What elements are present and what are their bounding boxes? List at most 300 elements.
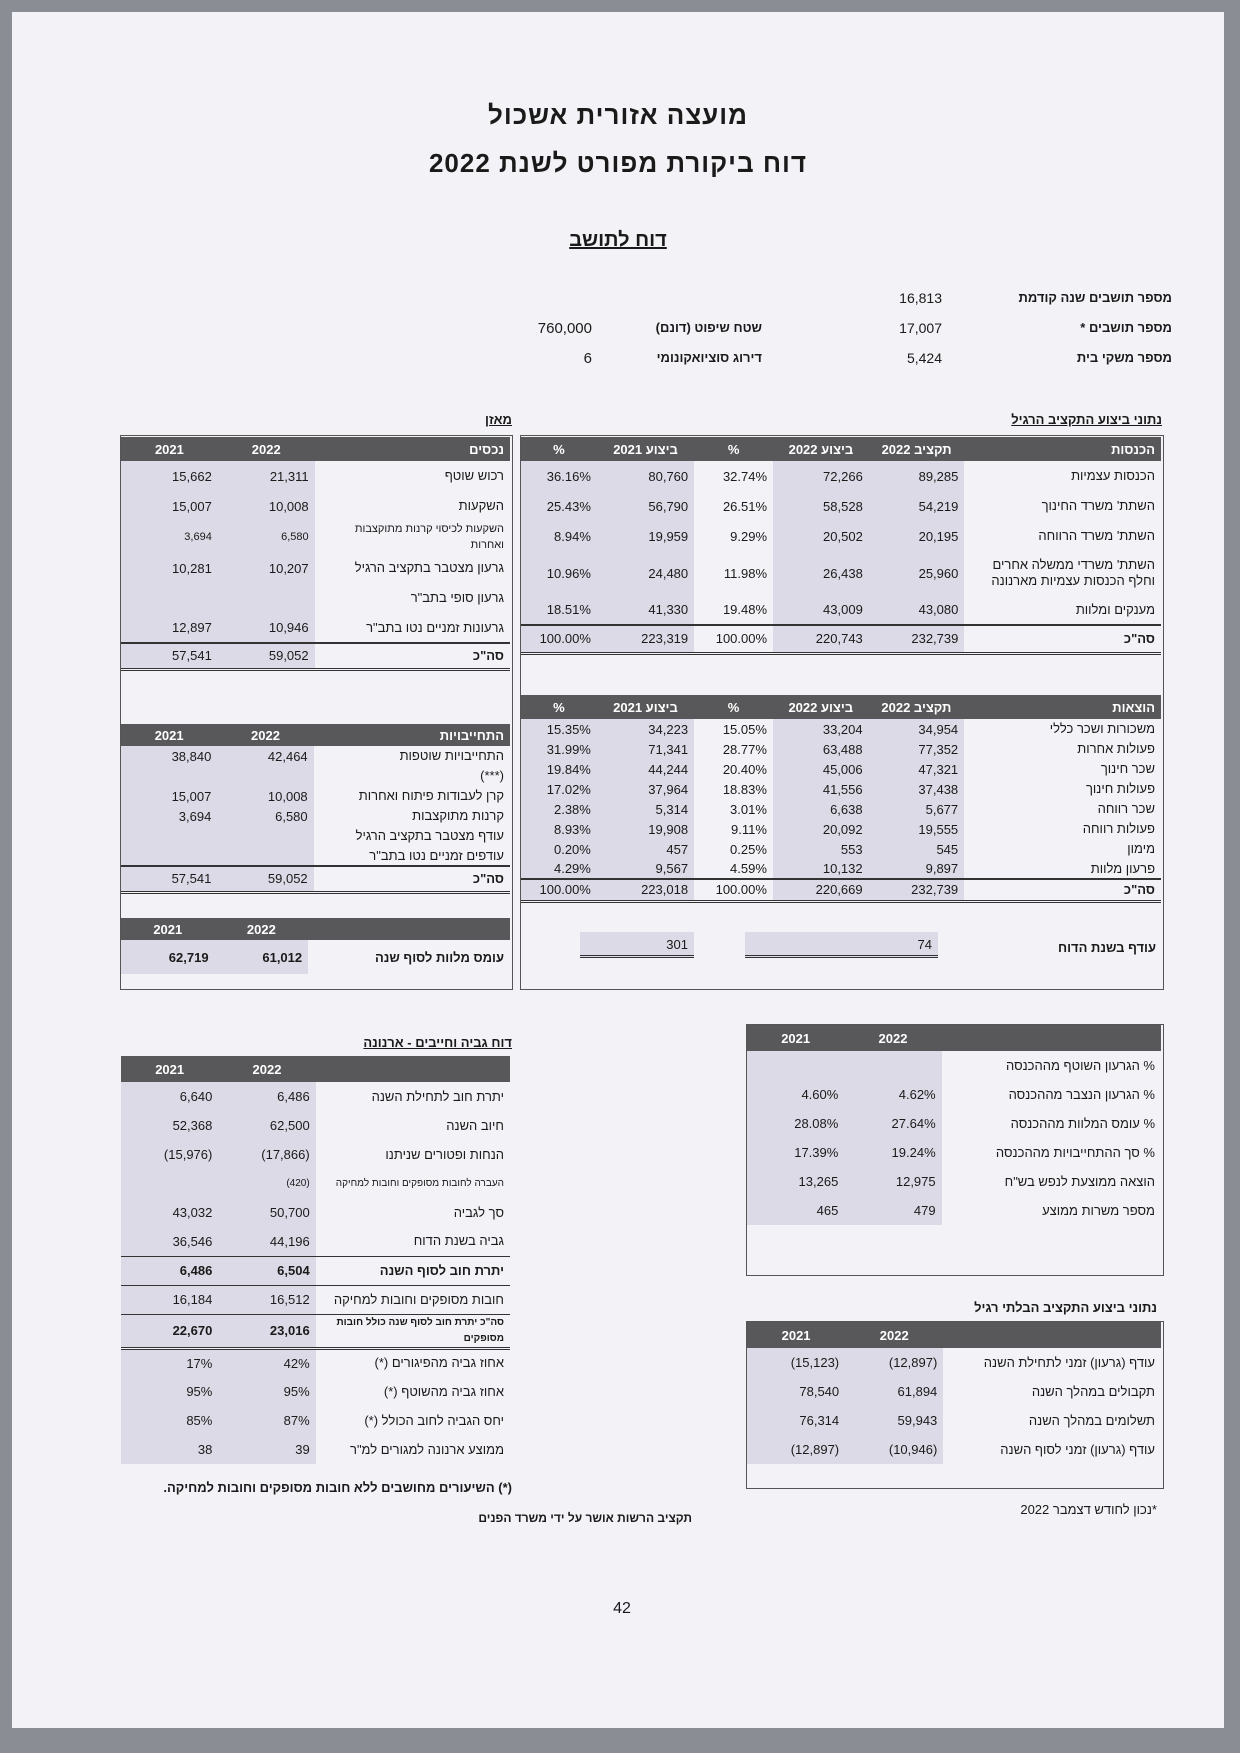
- total-value: 220,669: [773, 879, 869, 901]
- cell-value: 10,281: [121, 553, 218, 583]
- cell-value: 19.48%: [722, 602, 768, 617]
- cell-value: 6,486: [218, 1082, 315, 1111]
- cell-value: [218, 583, 315, 613]
- table-row: [521, 551, 1161, 595]
- cell-value: 47,321: [869, 759, 965, 779]
- cell-value: 6,580: [218, 521, 315, 553]
- info-value: 16,813: [899, 290, 942, 306]
- cell-value: 15.05%: [722, 721, 767, 737]
- table-row: [121, 1227, 510, 1256]
- table-row: [121, 1198, 510, 1227]
- cell-value: 43,080: [869, 595, 965, 625]
- cell-value: 20,092: [773, 819, 869, 839]
- column-header: הוצאות: [964, 695, 1161, 719]
- row-label: % עומס המלוות מההכנסה: [1010, 1115, 1155, 1131]
- row-label: ממוצע ארנונה למגורים למ"ר: [350, 1441, 504, 1457]
- row-label: אחוז גביה מהשוטף (*): [383, 1383, 504, 1399]
- row-label: השקעות: [458, 498, 504, 513]
- assets-table: [121, 437, 510, 671]
- total-row: [521, 879, 1161, 901]
- cell-value: 72,266: [773, 461, 869, 491]
- table-row: [121, 1435, 510, 1464]
- column-header: %: [694, 695, 773, 719]
- cell-value: 34,954: [869, 719, 965, 739]
- header-row: [521, 695, 1161, 719]
- column-header: 2021: [747, 1025, 844, 1051]
- cell-value: 457: [597, 839, 694, 859]
- cell-value: 19.24%: [844, 1138, 941, 1167]
- row-label: גרעון מצטבר בתקציב הרגיל: [354, 560, 504, 575]
- table-row: [121, 1285, 510, 1314]
- table-row: [121, 1377, 510, 1406]
- table-row: [747, 1080, 1161, 1109]
- cell-value: 23,016: [218, 1314, 315, 1348]
- cell-value: 26.51%: [722, 498, 768, 514]
- arnona-note: (*) השיעורים מחושבים ללא חובות מסופקים וחובות למחיקה.: [163, 1480, 512, 1495]
- cell-value: 6,504: [218, 1256, 315, 1285]
- column-header: 2021: [747, 1322, 845, 1348]
- row-label: שכר רווחה: [1097, 801, 1155, 816]
- total-row: [521, 625, 1161, 653]
- column-header: 2022: [217, 724, 313, 746]
- column-header: הכנסות: [964, 437, 1161, 461]
- cell-value: 553: [773, 839, 869, 859]
- column-header: 2021: [121, 918, 215, 940]
- table-row: [121, 1348, 510, 1377]
- cell-value: 36.16%: [521, 461, 597, 491]
- cell-value: 77,352: [869, 739, 965, 759]
- row-label: גביה בשנת הדוח: [413, 1233, 504, 1249]
- header-row: [747, 1025, 1161, 1051]
- table-row: [521, 491, 1161, 521]
- cell-value: 4.60%: [747, 1080, 844, 1109]
- row-label: אחוז גביה מהפיגורים (*): [316, 1348, 510, 1377]
- loans-2021: 62,719: [121, 940, 215, 974]
- cell-value: [121, 583, 218, 613]
- cell-value: 10,008: [218, 491, 315, 521]
- row-label: קרן לעבודות פיתוח ואחרות: [358, 788, 504, 803]
- total-label: סה"כ: [964, 625, 1161, 653]
- row-label: חובות מסופקים וחובות למחיקה: [333, 1291, 504, 1307]
- info-label: מספר תושבים *: [1080, 320, 1172, 335]
- cell-value: 19.84%: [521, 759, 597, 779]
- column-header: 2022: [844, 1025, 941, 1051]
- total-value: 223,018: [597, 879, 694, 901]
- cell-value: 42,464: [217, 746, 313, 766]
- cell-value: 25,960: [869, 551, 965, 595]
- table-row: [121, 1256, 510, 1285]
- cell-value: 28.77%: [722, 741, 767, 757]
- arnona-title: דוח גביה וחייבים - ארנונה: [363, 1035, 512, 1050]
- cell-value: 10,008: [217, 786, 313, 806]
- total-value: 223,319: [597, 625, 694, 653]
- table-row: [521, 739, 1161, 759]
- table-row: [521, 719, 1161, 739]
- row-label: העברה לחובות מסופקים וחובות למחיקה: [335, 1177, 504, 1189]
- column-header: תקציב 2022: [869, 437, 965, 461]
- total-value: 59,052: [218, 643, 315, 669]
- cell-value: 545: [869, 839, 965, 859]
- cell-value: [121, 846, 217, 866]
- row-label: % הגרעון הנצבר מההכנסה: [1008, 1086, 1155, 1102]
- table-row: [521, 461, 1161, 491]
- info2-value: 6: [583, 350, 592, 367]
- row-label: משכורות ושכר כללי: [1049, 721, 1155, 736]
- loans-table: [121, 918, 510, 974]
- column-header: תקציב 2022: [869, 695, 965, 719]
- column-header: %: [521, 437, 597, 461]
- cell-value: 21,311: [218, 461, 315, 491]
- column-header: [942, 1025, 1161, 1051]
- cell-value: [121, 766, 217, 786]
- cell-value: 78,540: [747, 1377, 845, 1406]
- column-header: 2021: [121, 1056, 218, 1082]
- column-header: 2022: [215, 918, 309, 940]
- row-label: השתת' משרד הרווחה: [1038, 528, 1155, 543]
- cell-value: 22,670: [121, 1314, 218, 1348]
- table-row: [747, 1377, 1161, 1406]
- cell-value: [747, 1051, 844, 1080]
- row-label: הוצאה ממוצעת לנפש בש"ח: [1004, 1173, 1155, 1189]
- column-header: נכסים: [315, 437, 510, 461]
- cell-value: 28.08%: [747, 1109, 844, 1138]
- cell-value: (10,946): [845, 1435, 943, 1464]
- irregular-title: נתוני ביצוע התקציב הבלתי רגיל: [974, 1300, 1157, 1315]
- total-value: 220,743: [773, 625, 869, 653]
- total-value: 100.00%: [521, 625, 597, 653]
- loans-2022: 61,012: [215, 940, 309, 974]
- row-label: השקעות לכיסוי קרנות מתוקצבות ואחרות: [354, 523, 504, 551]
- table-row: [521, 595, 1161, 625]
- table-row: [747, 1406, 1161, 1435]
- approval-note: תקציב הרשות אושר על ידי משרד הפנים: [478, 1511, 692, 1525]
- column-header: ביצוע 2021: [597, 695, 694, 719]
- row-label: עודף מצטבר בתקציב הרגיל: [355, 828, 504, 843]
- table-row: [747, 1348, 1161, 1377]
- liabilities-table: [121, 724, 510, 894]
- total-value: 232,739: [869, 625, 965, 653]
- total-value: 57,541: [121, 643, 218, 669]
- loans-row: [121, 940, 510, 974]
- table-row: [121, 491, 510, 521]
- cell-value: 10.96%: [521, 551, 597, 595]
- row-label: מספר משרות ממוצע: [1042, 1202, 1155, 1218]
- table-row: [121, 1140, 510, 1169]
- table-row: [121, 461, 510, 491]
- row-label: % סך ההתחייבויות מההכנסה: [995, 1144, 1155, 1160]
- cell-value: [217, 846, 313, 866]
- cell-value: [844, 1051, 941, 1080]
- table-row: [121, 613, 510, 643]
- cell-value: 9.11%: [731, 821, 767, 837]
- table-row: [121, 1406, 510, 1435]
- table-row: [121, 1082, 510, 1111]
- cell-value: 33,204: [773, 719, 869, 739]
- column-header: %: [521, 695, 597, 719]
- cell-value: 20.40%: [722, 761, 767, 777]
- row-label: פעולות רווחה: [1082, 821, 1155, 836]
- cell-value: 45,006: [773, 759, 869, 779]
- table-row: [747, 1051, 1161, 1080]
- row-label: הנחות ופטורים שניתנו: [385, 1146, 504, 1162]
- cell-value: 11.98%: [723, 565, 768, 581]
- table-row: [121, 806, 510, 826]
- indicators-table: [747, 1025, 1161, 1225]
- cell-value: (17,866): [218, 1140, 315, 1169]
- table-row: [121, 826, 510, 846]
- cell-value: 44,244: [597, 759, 694, 779]
- table-row: [121, 1314, 510, 1348]
- cell-value: 10,946: [218, 613, 315, 643]
- cell-value: 80,760: [597, 461, 694, 491]
- row-label: תשלומים במהלך השנה: [1028, 1412, 1155, 1428]
- column-header: 2021: [121, 724, 217, 746]
- total-value: 232,739: [869, 879, 965, 901]
- table-row: [521, 859, 1161, 879]
- cell-value: 19,555: [869, 819, 965, 839]
- row-label: גרעון סופי בתב"ר: [410, 590, 504, 605]
- cell-value: 19,959: [597, 521, 694, 551]
- column-header: [943, 1322, 1161, 1348]
- cell-value: 19,908: [597, 819, 694, 839]
- table-row: [121, 846, 510, 866]
- total-label: סה"כ: [964, 879, 1161, 901]
- row-label: סך לגביה: [453, 1204, 504, 1220]
- irregular-note: *נכון לחודש דצמבר 2022: [1020, 1502, 1157, 1517]
- cell-value: 3,694: [121, 806, 217, 826]
- info2-value: 760,000: [537, 320, 592, 337]
- surplus-2021: 301: [580, 932, 694, 958]
- info2-label: דירוג סוציואקונומי: [656, 350, 762, 365]
- row-label: פרעון מלוות: [1090, 860, 1155, 876]
- cell-value: 17%: [121, 1348, 218, 1377]
- cell-value: 3.01%: [730, 801, 767, 817]
- row-label: יתרת חוב לסוף השנה: [316, 1256, 510, 1285]
- column-header: 2022: [845, 1322, 943, 1348]
- cell-value: 465: [747, 1196, 844, 1225]
- table-row: [747, 1138, 1161, 1167]
- cell-value: 62,500: [218, 1111, 315, 1140]
- column-header: [316, 1056, 510, 1082]
- row-label: התחייבויות שוטפות: [399, 748, 504, 763]
- cell-value: 39: [218, 1435, 315, 1464]
- cell-value: 42%: [218, 1348, 315, 1377]
- cell-value: 12,975: [844, 1167, 941, 1196]
- cell-value: 85%: [121, 1406, 218, 1435]
- cell-value: 36,546: [121, 1227, 218, 1256]
- row-label: מענקים ומלוות: [1075, 601, 1155, 617]
- info-label: מספר תושבים שנה קודמת: [1018, 290, 1172, 305]
- cell-value: 4.59%: [730, 861, 767, 876]
- cell-value: (12,897): [845, 1348, 943, 1377]
- cell-value: [217, 766, 313, 786]
- cell-value: 52,368: [121, 1111, 218, 1140]
- header-row: [121, 1056, 510, 1082]
- cell-value: 10,207: [218, 553, 315, 583]
- total-value: 100.00%: [694, 879, 773, 901]
- table-row: [521, 799, 1161, 819]
- table-row: [121, 521, 510, 553]
- cell-value: 71,341: [597, 739, 694, 759]
- document-page: [12, 12, 1224, 1728]
- row-label: השתת' משרדי ממשלה אחרים וחלף הכנסות עצמיות מארנונה: [991, 557, 1155, 588]
- column-header: 2022: [218, 1056, 315, 1082]
- cell-value: 20,502: [773, 521, 869, 551]
- header-row: [121, 724, 510, 746]
- table-row: [521, 759, 1161, 779]
- cell-value: 25.43%: [521, 491, 597, 521]
- cell-value: 38: [121, 1435, 218, 1464]
- cell-value: 8.93%: [521, 819, 597, 839]
- report-title: דוח ביקורת מפורט לשנת 2022: [428, 148, 808, 178]
- cell-value: (420): [218, 1169, 315, 1198]
- table-row: [521, 521, 1161, 551]
- column-header: 2021: [121, 437, 218, 461]
- row-label: פעולות חינוך: [1085, 781, 1155, 796]
- row-label: קרנות מתוקצבות: [412, 808, 504, 823]
- cell-value: [121, 826, 217, 846]
- surplus-label: עודף בשנת הדוח: [1058, 940, 1156, 955]
- total-row: [121, 866, 510, 892]
- cell-value: 2.38%: [521, 799, 597, 819]
- info-value: 5,424: [906, 350, 942, 366]
- council-title: מועצה אזורית אשכול: [488, 100, 748, 130]
- cell-value: 63,488: [773, 739, 869, 759]
- arnona-table: [121, 1056, 510, 1464]
- cell-value: 95%: [121, 1377, 218, 1406]
- cell-value: 37,964: [597, 779, 694, 799]
- cell-value: 16,184: [121, 1285, 218, 1314]
- cell-value: 5,677: [869, 799, 965, 819]
- cell-value: 43,032: [121, 1198, 218, 1227]
- total-value: 100.00%: [694, 625, 773, 653]
- table-row: [121, 786, 510, 806]
- row-label: עודף (גרעון) זמני לתחילת השנה: [983, 1354, 1155, 1370]
- cell-value: 26,438: [773, 551, 869, 595]
- expenses-table: [521, 695, 1161, 903]
- cell-value: 13,265: [747, 1167, 844, 1196]
- table-row: [521, 819, 1161, 839]
- cell-value: (15,123): [747, 1348, 845, 1377]
- table-row: [121, 583, 510, 613]
- table-row: [121, 746, 510, 766]
- row-label: הכנסות עצמיות: [1071, 468, 1155, 483]
- cell-value: 32.74%: [722, 468, 768, 484]
- cell-value: 89,285: [869, 461, 965, 491]
- cell-value: 9.29%: [730, 528, 768, 544]
- cell-value: (15,976): [121, 1140, 218, 1169]
- surplus-2022: 74: [745, 932, 938, 958]
- cell-value: 17.02%: [521, 779, 597, 799]
- cell-value: 27.64%: [844, 1109, 941, 1138]
- cell-value: 15.35%: [521, 719, 597, 739]
- row-label: יתרת חוב לתחילת השנה: [371, 1088, 504, 1104]
- table-row: [747, 1109, 1161, 1138]
- cell-value: 5,314: [597, 799, 694, 819]
- table-row: [121, 1111, 510, 1140]
- cell-value: 61,894: [845, 1377, 943, 1406]
- cell-value: 59,943: [845, 1406, 943, 1435]
- cell-value: 87%: [218, 1406, 315, 1435]
- row-label: (***): [480, 768, 504, 783]
- total-row: [121, 643, 510, 669]
- cell-value: 0.25%: [730, 841, 767, 857]
- column-header: ביצוע 2022: [773, 695, 869, 719]
- page-number: 42: [613, 1600, 631, 1617]
- info-value: 17,007: [899, 320, 942, 336]
- cell-value: 37,438: [869, 779, 965, 799]
- table-row: [747, 1196, 1161, 1225]
- cell-value: 43,009: [773, 595, 869, 625]
- row-label: יחס הגביה לחוב הכולל (*): [364, 1412, 504, 1428]
- total-value: 57,541: [121, 866, 217, 892]
- cell-value: 479: [844, 1196, 941, 1225]
- row-label: פעולות אחרות: [1077, 741, 1155, 756]
- loans-label: עומס מלוות לסוף שנה: [374, 949, 504, 965]
- cell-value: 24,480: [597, 551, 694, 595]
- cell-value: 10,132: [773, 859, 869, 879]
- table-row: [521, 839, 1161, 859]
- cell-value: 4.62%: [844, 1080, 941, 1109]
- cell-value: 54,219: [869, 491, 965, 521]
- row-label: % הגרעון השוטף מההכנסה: [1005, 1057, 1155, 1073]
- cell-value: 16,512: [218, 1285, 315, 1314]
- table-row: [121, 553, 510, 583]
- table-row: [747, 1435, 1161, 1464]
- income-table: [521, 437, 1161, 655]
- column-header: 2022: [218, 437, 315, 461]
- cell-value: 15,007: [121, 491, 218, 521]
- row-label: עודף (גרעון) זמני לסוף השנה: [1000, 1441, 1155, 1457]
- cell-value: 9,567: [597, 859, 694, 879]
- cell-value: 6,638: [773, 799, 869, 819]
- cell-value: 58,528: [773, 491, 869, 521]
- row-label: תקבולים במהלך השנה: [1031, 1383, 1155, 1399]
- column-header: %: [694, 437, 773, 461]
- cell-value: 8.94%: [521, 521, 597, 551]
- cell-value: 20,195: [869, 521, 965, 551]
- irregular-table: [747, 1322, 1161, 1464]
- cell-value: 44,196: [218, 1227, 315, 1256]
- cell-value: 18.51%: [521, 595, 597, 625]
- cell-value: 38,840: [121, 746, 217, 766]
- row-label: גרעונות זמניים נטו בתב"ר: [366, 619, 504, 635]
- total-label: סה"כ: [314, 866, 510, 892]
- row-label: מימון: [1127, 841, 1155, 856]
- total-label: סה"כ: [315, 643, 510, 669]
- info2-label: שטח שיפוט (דונם): [655, 320, 762, 335]
- cell-value: 6,486: [121, 1256, 218, 1285]
- header-row: [121, 918, 510, 940]
- cell-value: 15,662: [121, 461, 218, 491]
- row-label: השתת' משרד החינוך: [1041, 498, 1155, 513]
- row-label: רכוש שוטף: [444, 468, 504, 483]
- cell-value: 6,580: [217, 806, 313, 826]
- column-header: ביצוע 2022: [773, 437, 869, 461]
- cell-value: 18.83%: [722, 781, 767, 797]
- cell-value: 76,314: [747, 1406, 845, 1435]
- row-label: חיוב השנה: [446, 1117, 504, 1133]
- total-value: 100.00%: [521, 879, 597, 901]
- cell-value: 17.39%: [747, 1138, 844, 1167]
- cell-value: [121, 1169, 218, 1198]
- cell-value: (12,897): [747, 1435, 845, 1464]
- cell-value: 56,790: [597, 491, 694, 521]
- cell-value: 41,330: [597, 595, 694, 625]
- cell-value: 15,007: [121, 786, 217, 806]
- regular-budget-title: נתוני ביצוע התקציב הרגיל: [1011, 412, 1162, 427]
- cell-value: 50,700: [218, 1198, 315, 1227]
